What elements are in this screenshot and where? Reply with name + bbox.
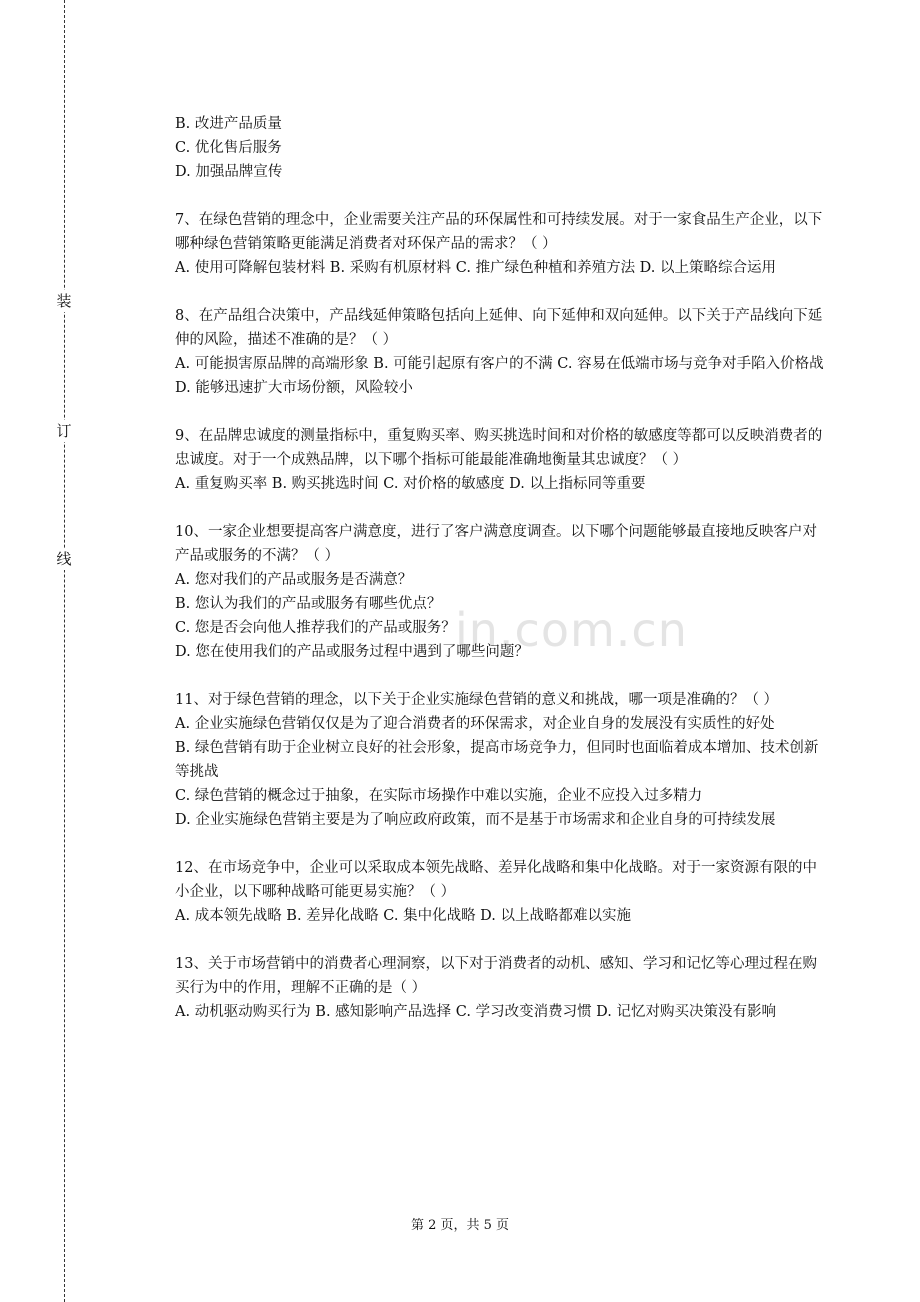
option-line: B. 您认为我们的产品或服务有哪些优点？	[175, 596, 442, 612]
option-line: A. 成本领先战略 B. 差异化战略 C. 集中化战略 D. 以上战略都难以实施	[175, 908, 632, 924]
option-line: D. 加强品牌宣传	[175, 164, 283, 180]
option-line: A. 重复购买率 B. 购买挑选时间 C. 对价格的敏感度 D. 以上指标同等重要	[175, 476, 646, 492]
option-line: D. 企业实施绿色营销主要是为了响应政府政策，而不是基于市场需求和企业自身的可持续发展	[175, 812, 776, 828]
question-9	[175, 424, 825, 496]
question-8	[175, 304, 825, 400]
question-6-continuation	[175, 112, 825, 184]
question-stem: 11、对于绿色营销的理念，以下关于企业实施绿色营销的意义和挑战，哪一项是准确的？（ ）	[175, 692, 779, 708]
option-line: A. 可能损害原品牌的高端形象 B. 可能引起原有客户的不满 C. 容易在低端市场与竞争对手陷入价格战 D. 能够迅速扩大市场份额，风险较小	[175, 356, 824, 396]
question-stem: 10、一家企业想要提高客户满意度，进行了客户满意度调查。以下哪个问题能够最直接地反映客户对产品或服务的不满？（ ）	[175, 524, 817, 564]
question-7	[175, 208, 825, 280]
page-footer: 第 2 页，共 5 页	[410, 1218, 510, 1233]
option-line: C. 绿色营销的概念过于抽象，在实际市场操作中难以实施，企业不应投入过多精力	[175, 788, 703, 804]
question-stem: 7、在绿色营销的理念中，企业需要关注产品的环保属性和可持续发展。对于一家食品生产企业，以下哪种绿色营销策略更能满足消费者对环保产品的需求？（ ）	[175, 212, 823, 252]
question-stem: 8、在产品组合决策中，产品线延伸策略包括向上延伸、向下延伸和双向延伸。以下关于产品线向下延伸的风险，描述不准确的是？（ ）	[175, 308, 823, 348]
question-13	[175, 952, 825, 1024]
question-stem: 9、在品牌忠诚度的测量指标中，重复购买率、购买挑选时间和对价格的敏感度等都可以反映消费者的忠诚度。对于一个成熟品牌，以下哪个指标可能最能准确地衡量其忠诚度？（ ）	[175, 428, 823, 468]
option-line: C. 您是否会向他人推荐我们的产品或服务？	[175, 620, 456, 636]
binding-dashed-line	[64, 0, 65, 1302]
binding-char-xian: 线	[56, 550, 72, 568]
binding-char-ding: 订	[56, 422, 72, 440]
option-line: A. 使用可降解包装材料 B. 采购有机原材料 C. 推广绿色种植和养殖方法 D. 以上策略综合运用	[175, 260, 777, 276]
option-line: A. 您对我们的产品或服务是否满意？	[175, 572, 413, 588]
binding-char-zhuang: 装	[56, 292, 72, 310]
option-line: B. 绿色营销有助于企业树立良好的社会形象，提高市场竞争力，但同时也面临着成本增加、技术创新等挑战	[175, 740, 819, 780]
question-12	[175, 856, 825, 928]
question-stem: 12、在市场竞争中，企业可以采取成本领先战略、差异化战略和集中化战略。对于一家资源有限的中小企业，以下哪种战略可能更易实施？（ ）	[175, 860, 817, 900]
question-stem: 13、关于市场营销中的消费者心理洞察，以下对于消费者的动机、感知、学习和记忆等心理过程在购买行为中的作用，理解不正确的是（ ）	[175, 956, 817, 996]
watermark: in.com.cn	[455, 603, 688, 657]
option-line: D. 您在使用我们的产品或服务过程中遇到了哪些问题？	[175, 644, 529, 660]
question-11	[175, 688, 825, 832]
exam-content	[175, 112, 825, 1048]
option-line: A. 企业实施绿色营销仅仅是为了迎合消费者的环保需求，对企业自身的发展没有实质性的好处	[175, 716, 775, 732]
option-line: A. 动机驱动购买行为 B. 感知影响产品选择 C. 学习改变消费习惯 D. 记忆对购买决策没有影响	[175, 1004, 777, 1020]
question-10	[175, 520, 825, 664]
option-line: B. 改进产品质量	[175, 116, 282, 132]
option-line: C. 优化售后服务	[175, 140, 282, 156]
